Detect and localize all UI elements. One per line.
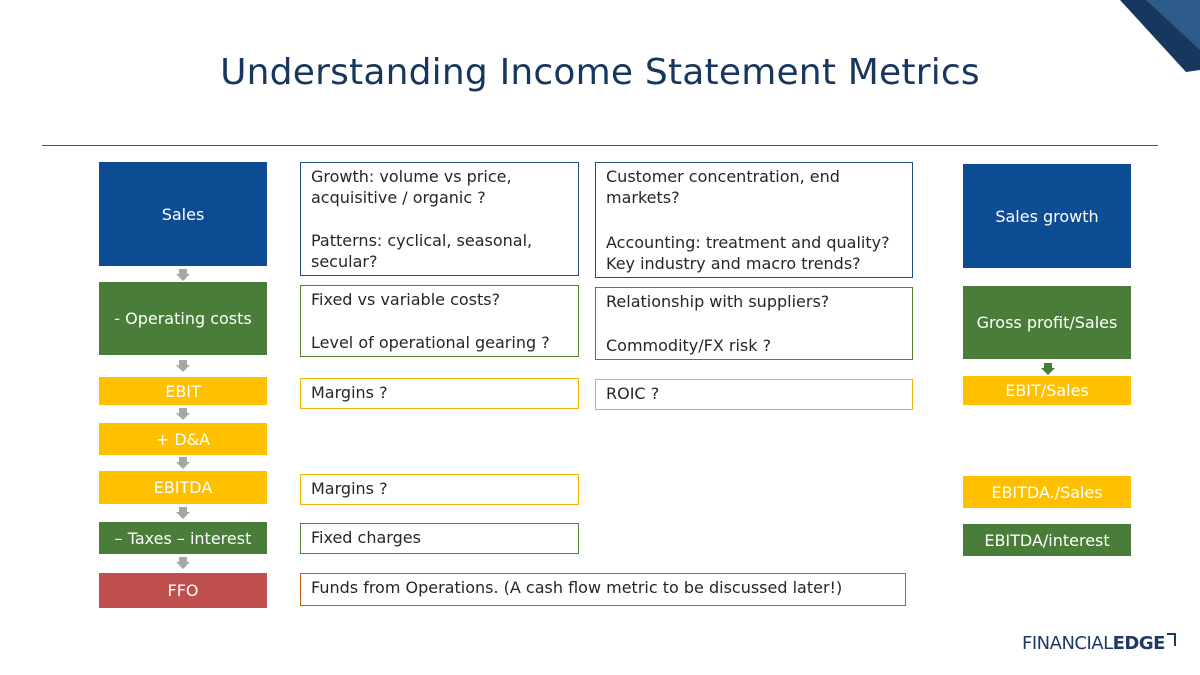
ebit-margins-box (300, 378, 579, 409)
ebit-sales-box: EBIT/Sales (963, 376, 1131, 405)
fixed-charges-box (300, 523, 579, 554)
opex-note-suppliers: Relationship with suppliers? (606, 292, 830, 311)
ebitda-margins-box (300, 474, 579, 505)
opex-notes-box (300, 285, 579, 357)
opex-note-commodity: Commodity/FX risk ? (606, 336, 772, 355)
title-divider (42, 145, 1158, 146)
roic-note: ROIC ? (606, 384, 660, 403)
fixed-charges-note: Fixed charges (311, 528, 421, 547)
opex-note-gearing: Level of operational gearing ? (311, 333, 550, 352)
da-box: + D&A (99, 423, 267, 455)
opex-note-fixed-variable: Fixed vs variable costs? (311, 290, 501, 309)
ffo-note: Funds from Operations. (A cash flow metric to be discussed later!) (311, 578, 843, 597)
ebit-margins-note: Margins ? (311, 383, 388, 402)
down-arrow-icon (176, 269, 190, 281)
ebitda-interest-box: EBITDA/interest (963, 524, 1131, 556)
ffo-box: FFO (99, 573, 267, 608)
financial-edge-logo (1022, 633, 1176, 654)
ebitda-sales-box: EBITDA./Sales (963, 476, 1131, 508)
ebitda-margins-note: Margins ? (311, 479, 388, 498)
down-arrow-icon (176, 408, 190, 420)
sales-growth-box: Sales growth (963, 164, 1131, 268)
sales-box: Sales (99, 162, 267, 266)
gross-profit-box: Gross profit/Sales (963, 286, 1131, 359)
roic-box (595, 379, 913, 410)
ebitda-box: EBITDA (99, 471, 267, 504)
ffo-notes-box (300, 573, 906, 606)
sales-note-accounting: Accounting: treatment and quality? Key industry and macro trends? (606, 233, 890, 273)
sales-note-customers: Customer concentration, end markets? (606, 167, 840, 207)
ebit-box: EBIT (99, 377, 267, 405)
logo-bracket-icon (1166, 633, 1176, 647)
down-arrow-icon (176, 507, 190, 519)
slide-title: Understanding Income Statement Metrics (220, 52, 980, 93)
down-arrow-icon (1041, 363, 1055, 375)
down-arrow-icon (176, 557, 190, 569)
sales-notes-box (300, 162, 579, 276)
opex-notes-box-2 (595, 287, 913, 360)
sales-note-patterns: Patterns: cyclical, seasonal, secular? (311, 231, 533, 271)
sales-notes-box-2 (595, 162, 913, 278)
operating-costs-box: - Operating costs (99, 282, 267, 355)
sales-note-growth: Growth: volume vs price, acquisitive / organic ? (311, 167, 512, 207)
down-arrow-icon (176, 457, 190, 469)
logo-text-edge: EDGE (1112, 633, 1165, 654)
down-arrow-icon (176, 360, 190, 372)
taxes-interest-box: – Taxes – interest (99, 522, 267, 554)
logo-text-financial: FINANCIAL (1022, 633, 1113, 654)
